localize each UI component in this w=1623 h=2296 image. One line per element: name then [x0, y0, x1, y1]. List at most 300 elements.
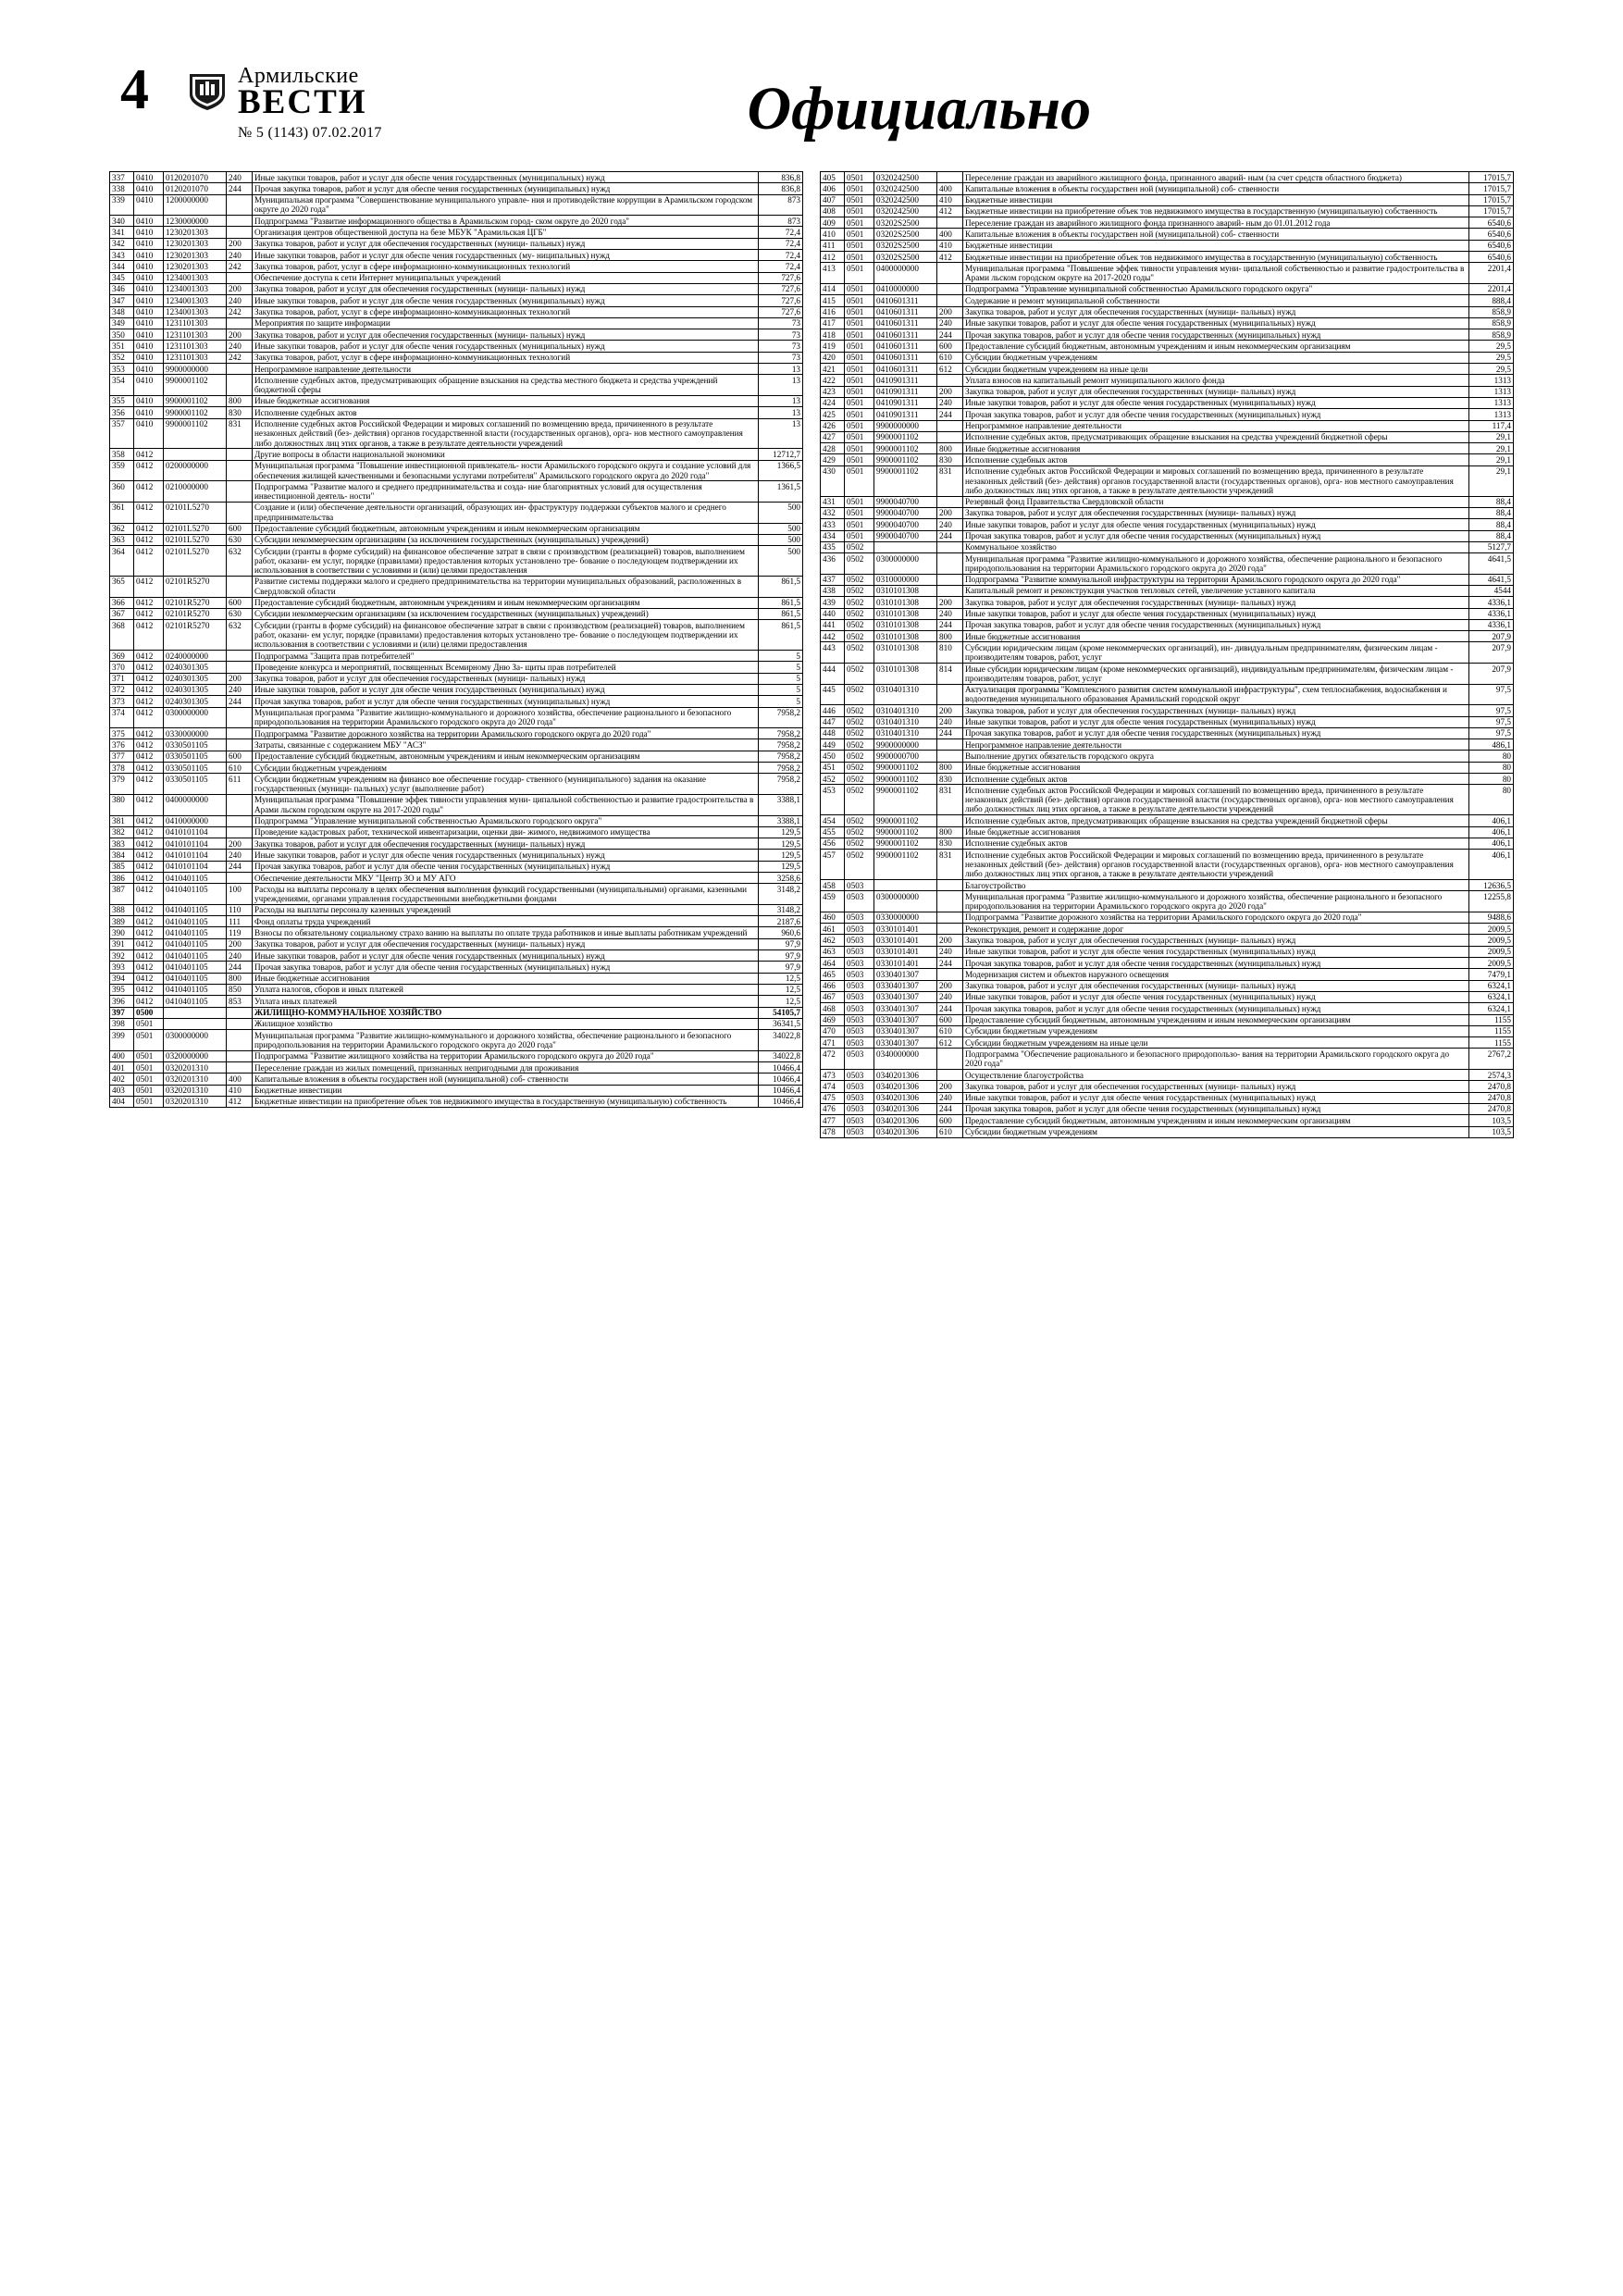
expense-type [937, 172, 963, 183]
amount: 12255,8 [1469, 891, 1514, 912]
row-number: 343 [110, 250, 134, 261]
row-number: 338 [110, 183, 134, 194]
row-number: 463 [821, 946, 845, 957]
row-number: 413 [821, 263, 845, 284]
target-code: 02101R5270 [164, 597, 227, 608]
target-code: 0410601311 [874, 317, 937, 329]
item-name: Уплата иных платежей [253, 996, 759, 1007]
expense-type: 412 [937, 252, 963, 263]
section-code: 0503 [845, 935, 874, 946]
table-row [821, 664, 1514, 685]
target-code: 0410601311 [874, 352, 937, 363]
section-code: 0501 [845, 465, 874, 496]
amount: 6324,1 [1469, 991, 1514, 1002]
section-code: 0501 [845, 352, 874, 363]
table-row [110, 763, 803, 774]
expense-type: 400 [937, 229, 963, 240]
row-number: 367 [110, 608, 134, 619]
section-code: 0501 [845, 530, 874, 541]
table-row [821, 1003, 1514, 1014]
item-name: Иные закупки товаров, работ и услуг для обеспе чения государственных (муниципальных) нужд [963, 991, 1469, 1002]
item-name: Субсидии юридическим лицам (кроме некоммерческих организаций), ин- дивидуальным предпринимателям, физическим лицам - производителям товаров, работ, услуг [963, 642, 1469, 664]
expense-type: 611 [227, 774, 253, 795]
amount: 1313 [1469, 386, 1514, 397]
target-code: 9900040700 [874, 507, 937, 518]
table-row [821, 597, 1514, 608]
expense-type: 612 [937, 364, 963, 375]
item-name: Предоставление субсидий бюджетным, автономным учреждениям и иным некоммерческим организациям [253, 523, 759, 534]
expense-type [937, 217, 963, 229]
section-code: 0502 [845, 826, 874, 838]
item-name: Закупка товаров, работ, услуг в сфере информационно-коммуникационных технологий [253, 352, 759, 363]
expense-type: 200 [227, 673, 253, 684]
table-row [821, 386, 1514, 397]
expense-type: 800 [227, 395, 253, 406]
item-name: Иные бюджетные ассигнования [253, 973, 759, 984]
item-name: Прочая закупка товаров, работ и услуг для обеспе чения государственных (муниципальных) нужд [963, 1003, 1469, 1014]
item-name: Закупка товаров, работ и услуг для обеспечения государственных (муници- пальных) нужд [963, 386, 1469, 397]
row-number: 464 [821, 958, 845, 969]
item-name: Реконструкция, ремонт и содержание дорог [963, 924, 1469, 935]
row-number: 405 [821, 172, 845, 183]
expense-type: 831 [937, 785, 963, 815]
section-code: 0501 [134, 1085, 164, 1096]
section-code: 0412 [134, 651, 164, 662]
table-row [821, 946, 1514, 957]
amount: 88,4 [1469, 530, 1514, 541]
expense-type: 800 [227, 973, 253, 984]
expense-type: 240 [227, 950, 253, 962]
item-name: Закупка товаров, работ и услуг для обеспечения государственных (муници- пальных) нужд [253, 838, 759, 850]
item-name: Закупка товаров, работ и услуг для обеспечения государственных (муници- пальных) нужд [253, 329, 759, 341]
amount: 6540,6 [1469, 229, 1514, 240]
table-row [110, 194, 803, 216]
table-row [821, 553, 1514, 575]
section-code: 0410 [134, 183, 164, 194]
row-number: 419 [821, 341, 845, 352]
row-number: 382 [110, 826, 134, 838]
amount: 72,4 [759, 227, 803, 238]
target-code: 9900001102 [164, 395, 227, 406]
target-code: 0410601311 [874, 364, 937, 375]
section-code: 0412 [134, 904, 164, 915]
expense-type [227, 502, 253, 523]
target-code: 0410401105 [164, 884, 227, 905]
table-row [110, 651, 803, 662]
expense-type [227, 707, 253, 728]
expense-type: 410 [937, 240, 963, 251]
section-code: 0503 [845, 1081, 874, 1092]
item-name: Закупка товаров, работ и услуг для обеспечения государственных (муници- пальных) нужд [253, 938, 759, 949]
row-number: 378 [110, 763, 134, 774]
target-code: 0300000000 [164, 707, 227, 728]
section-code: 0501 [134, 1062, 164, 1074]
table-row [821, 420, 1514, 431]
item-name: Фонд оплаты труда учреждений [253, 916, 759, 927]
row-number: 442 [821, 631, 845, 642]
row-number: 400 [110, 1050, 134, 1061]
row-number: 399 [110, 1030, 134, 1051]
amount: 54105,7 [759, 1007, 803, 1018]
amount: 17015,7 [1469, 205, 1514, 217]
row-number: 383 [110, 838, 134, 850]
row-number: 374 [110, 707, 134, 728]
row-number: 352 [110, 352, 134, 363]
row-number: 460 [821, 912, 845, 923]
table-row [821, 496, 1514, 507]
table-row [110, 172, 803, 183]
section-code: 0502 [845, 838, 874, 849]
item-name: Проведение кадастровых работ, технической инвентаризации, оценки дви- жимого, недвижимого имущества [253, 826, 759, 838]
table-row [110, 250, 803, 261]
table-row [110, 395, 803, 406]
expense-type [227, 1050, 253, 1061]
section-code: 0412 [134, 739, 164, 751]
section-code: 0502 [845, 585, 874, 596]
row-number: 474 [821, 1081, 845, 1092]
table-row [821, 375, 1514, 386]
table-row [110, 962, 803, 973]
row-number: 454 [821, 815, 845, 826]
item-name: Иные закупки товаров, работ и услуг для обеспе чения государственных (му- ниципальных) нужд [253, 250, 759, 261]
row-number: 386 [110, 873, 134, 884]
section-code: 0502 [845, 553, 874, 575]
table-row [110, 375, 803, 396]
amount: 861,5 [759, 620, 803, 651]
table-row [821, 727, 1514, 738]
expense-type: 240 [227, 250, 253, 261]
amount: 2009,5 [1469, 958, 1514, 969]
expense-type [227, 576, 253, 597]
row-number: 468 [821, 1003, 845, 1014]
section-code: 0410 [134, 375, 164, 396]
item-name: Актуализация программы "Комплексного развития систем коммунальной инфраструктуры", схем теплоснабжения, водоснабжения и водоотведения муниципального образования Арамильский городской округ [963, 684, 1469, 705]
expense-type [227, 1018, 253, 1029]
row-number: 373 [110, 696, 134, 707]
target-code: 9900040700 [874, 496, 937, 507]
section-code: 0501 [845, 507, 874, 518]
item-name: Иные бюджетные ассигнования [963, 762, 1469, 773]
table-row [821, 541, 1514, 552]
row-number: 380 [110, 794, 134, 815]
amount: 13 [759, 375, 803, 396]
table-row [110, 984, 803, 995]
section-code: 0412 [134, 884, 164, 905]
item-name: Бюджетные инвестиции [253, 1085, 759, 1096]
section-code: 0502 [845, 664, 874, 685]
table-row [821, 252, 1514, 263]
amount: 861,5 [759, 597, 803, 608]
amount: 29,1 [1469, 465, 1514, 496]
section-code: 0501 [845, 252, 874, 263]
expense-type: 200 [937, 1081, 963, 1092]
row-number: 357 [110, 418, 134, 449]
row-number: 420 [821, 352, 845, 363]
expense-type: 240 [227, 172, 253, 183]
target-code: 02101L5270 [164, 523, 227, 534]
table-row [110, 927, 803, 938]
target-code: 0320201310 [164, 1096, 227, 1107]
table-row [110, 546, 803, 577]
section-code: 0412 [134, 984, 164, 995]
item-name: Подпрограмма "Обеспечение рационального и безопасного природопользо- вания на территории Арамильского городского округа до 2020 года" [963, 1049, 1469, 1070]
amount: 2767,2 [1469, 1049, 1514, 1070]
row-number: 385 [110, 861, 134, 872]
target-code: 0330401307 [874, 991, 937, 1002]
section-code: 0412 [134, 973, 164, 984]
expense-type [227, 873, 253, 884]
expense-type: 200 [937, 935, 963, 946]
row-number: 465 [821, 969, 845, 980]
target-code: 9900001102 [874, 454, 937, 465]
section-code: 0501 [845, 431, 874, 442]
amount: 29,5 [1469, 364, 1514, 375]
item-name: Непрограммное направление деятельности [963, 420, 1469, 431]
expense-type: 200 [937, 306, 963, 317]
section-code: 0503 [845, 991, 874, 1002]
row-number: 430 [821, 465, 845, 496]
section-code: 0501 [845, 409, 874, 420]
row-number: 469 [821, 1014, 845, 1025]
amount: 3148,2 [759, 884, 803, 905]
section-code: 0502 [845, 705, 874, 716]
amount: 1313 [1469, 397, 1514, 408]
amount: 4336,1 [1469, 597, 1514, 608]
amount: 29,5 [1469, 341, 1514, 352]
section-code: 0503 [845, 969, 874, 980]
target-code: 0340201306 [874, 1081, 937, 1092]
section-code: 0503 [845, 1003, 874, 1014]
amount: 97,5 [1469, 705, 1514, 716]
section-code: 0501 [845, 443, 874, 454]
section-code: 0503 [845, 880, 874, 891]
target-code: 9900000000 [874, 420, 937, 431]
amount: 3148,2 [759, 904, 803, 915]
target-code: 0410101104 [164, 861, 227, 872]
row-number: 377 [110, 751, 134, 762]
item-name: Прочая закупка товаров, работ и услуг для обеспе чения государственных (муниципальных) нужд [963, 727, 1469, 738]
expense-type: 240 [937, 317, 963, 329]
section-code: 0503 [845, 1103, 874, 1114]
row-number: 471 [821, 1037, 845, 1049]
amount: 1366,5 [759, 460, 803, 481]
target-code: 1234001303 [164, 283, 227, 294]
expense-type: 244 [937, 727, 963, 738]
target-code: 0310101308 [874, 631, 937, 642]
item-name: Подпрограмма "Развитие жилищного хозяйства на территории Арамильского городского округа до 2020 года" [253, 1050, 759, 1061]
item-name: Закупка товаров, работ и услуг для обеспечения государственных (муници- пальных) нужд [963, 980, 1469, 991]
section-code: 0501 [845, 306, 874, 317]
row-number: 437 [821, 574, 845, 585]
section-code: 0502 [845, 642, 874, 664]
item-name: Закупка товаров, работ, услуг в сфере информационно-коммуникационных технологий [253, 306, 759, 317]
item-name: Предоставление субсидий бюджетным, автономным учреждениям и иным некоммерческим организациям [963, 1014, 1469, 1025]
section-code: 0503 [845, 1092, 874, 1103]
table-row [110, 227, 803, 238]
target-code: 1200000000 [164, 194, 227, 216]
section-code: 0501 [845, 229, 874, 240]
section-code: 0501 [845, 240, 874, 251]
amount: 97,9 [759, 950, 803, 962]
row-number: 348 [110, 306, 134, 317]
table-row [821, 507, 1514, 518]
amount: 4336,1 [1469, 608, 1514, 619]
table-row [110, 662, 803, 673]
amount: 129,5 [759, 826, 803, 838]
item-name: Иные закупки товаров, работ и услуг для обеспе чения государственных (муниципальных) нужд [963, 608, 1469, 619]
item-name: Прочая закупка товаров, работ и услуг для обеспе чения государственных (муниципальных) нужд [253, 861, 759, 872]
item-name: Закупка товаров, работ и услуг для обеспечения государственных (муници- пальных) нужд [963, 935, 1469, 946]
row-number: 426 [821, 420, 845, 431]
expense-type [937, 295, 963, 306]
item-name: Бюджетные инвестиции на приобретение объек тов недвижимого имущества в государственную (муниципальную) собственность [963, 252, 1469, 263]
row-number: 361 [110, 502, 134, 523]
table-row [821, 912, 1514, 923]
section-code: 0412 [134, 938, 164, 949]
expense-type [227, 826, 253, 838]
amount: 117,4 [1469, 420, 1514, 431]
expense-type: 244 [937, 329, 963, 341]
item-name: Непрограммное направление деятельности [963, 739, 1469, 751]
row-number: 381 [110, 815, 134, 826]
table-row [110, 751, 803, 762]
expense-type: 412 [937, 205, 963, 217]
section-code: 0502 [845, 850, 874, 880]
amount: 72,4 [759, 250, 803, 261]
section-code: 0412 [134, 707, 164, 728]
amount: 129,5 [759, 850, 803, 861]
target-code: 0320242500 [874, 194, 937, 205]
section-code: 0410 [134, 283, 164, 294]
section-code: 0501 [845, 519, 874, 530]
amount: 6540,6 [1469, 240, 1514, 251]
item-name: Капитальный ремонт и реконструкция участков тепловых сетей, увеличение уставного капитала [963, 585, 1469, 596]
table-row [821, 642, 1514, 664]
section-code: 0412 [134, 546, 164, 577]
amount: 97,9 [759, 962, 803, 973]
section-code: 0502 [845, 774, 874, 785]
section-code: 0412 [134, 620, 164, 651]
section-code: 0412 [134, 728, 164, 739]
section-code: 0501 [845, 454, 874, 465]
amount: 103,5 [1469, 1115, 1514, 1126]
table-row [110, 283, 803, 294]
table-row [821, 352, 1514, 363]
expense-type: 853 [227, 996, 253, 1007]
target-code: 0120201070 [164, 183, 227, 194]
target-code: 0310101308 [874, 664, 937, 685]
row-number: 345 [110, 272, 134, 283]
expense-type: 200 [937, 980, 963, 991]
target-code: 0410601311 [874, 329, 937, 341]
item-name: Содержание и ремонт муниципальной собственности [963, 295, 1469, 306]
row-number: 390 [110, 927, 134, 938]
item-name: Развитие системы поддержки малого и среднего предпринимательства на территории муниципальных образований, расположенных в Свердловской области [253, 576, 759, 597]
section-code: 0412 [134, 861, 164, 872]
target-code: 0310101308 [874, 585, 937, 596]
item-name: Капитальные вложения в объекты государствен ной (муниципальной) соб- ственности [963, 229, 1469, 240]
item-name: Субсидии некоммерческим организациям (за исключением государственных (муниципальных) учреждений) [253, 608, 759, 619]
expense-type: 200 [227, 329, 253, 341]
section-code: 0410 [134, 227, 164, 238]
expense-type [227, 227, 253, 238]
row-number: 376 [110, 739, 134, 751]
target-code: 9900040700 [874, 530, 937, 541]
paper-name-line2: ВЕСТИ [238, 83, 367, 121]
section-code: 0501 [845, 194, 874, 205]
expense-type: 244 [227, 696, 253, 707]
section-code: 0410 [134, 306, 164, 317]
table-row [110, 916, 803, 927]
amount: 13 [759, 395, 803, 406]
item-name: Иные закупки товаров, работ и услуг для обеспе чения государственных (муниципальных) нужд [963, 519, 1469, 530]
target-code: 0330101401 [874, 946, 937, 957]
amount: 7958,2 [759, 728, 803, 739]
expense-type: 240 [937, 519, 963, 530]
section-code: 0503 [845, 891, 874, 912]
section-code: 0503 [845, 1037, 874, 1049]
item-name: Исполнение судебных актов Российской Федерации и мировых соглашений по возмещению вреда, причиненного в результате незаконных действий (без- действия) органов государственной власти (государственных органов), орга- нов местного самоуправления либо должностных лиц этих органов, а также в результате деятельности учреждений [963, 465, 1469, 496]
section-code: 0412 [134, 794, 164, 815]
target-code: 0310101308 [874, 642, 937, 664]
table-row [821, 880, 1514, 891]
item-name: Прочая закупка товаров, работ и услуг для обеспе чения государственных (муниципальных) нужд [963, 530, 1469, 541]
table-row [821, 774, 1514, 785]
item-name: Иные закупки товаров, работ и услуг для обеспе чения государственных (муниципальных) нужд [253, 172, 759, 183]
section-code: 0410 [134, 364, 164, 375]
row-number: 456 [821, 838, 845, 849]
expense-type: 200 [227, 838, 253, 850]
amount: 7958,2 [759, 751, 803, 762]
amount: 2009,5 [1469, 946, 1514, 957]
target-code: 1231101303 [164, 352, 227, 363]
expense-type: 100 [227, 884, 253, 905]
item-name: Иные бюджетные ассигнования [963, 826, 1469, 838]
target-code: 0410101104 [164, 826, 227, 838]
table-row [110, 1062, 803, 1074]
target-code: 0330401307 [874, 980, 937, 991]
expense-type: 831 [937, 850, 963, 880]
target-code: 0320201310 [164, 1074, 227, 1085]
target-code: 0330501105 [164, 739, 227, 751]
item-name: Иные закупки товаров, работ и услуг для обеспе чения государственных (муниципальных) нужд [963, 946, 1469, 957]
row-number: 450 [821, 751, 845, 762]
section-code: 0501 [845, 420, 874, 431]
table-row [821, 958, 1514, 969]
item-name: Жилищное хозяйство [253, 1018, 759, 1029]
table-row [110, 329, 803, 341]
target-code: 0330501105 [164, 763, 227, 774]
target-code: 0330101401 [874, 958, 937, 969]
section-code: 0410 [134, 341, 164, 352]
section-code: 0412 [134, 873, 164, 884]
item-name: Прочая закупка товаров, работ и услуг для обеспе чения государственных (муниципальных) нужд [963, 619, 1469, 630]
item-name: Прочая закупка товаров, работ и услуг для обеспе чения государственных (муниципальных) нужд [253, 183, 759, 194]
item-name: Закупка товаров, работ и услуг для обеспечения государственных (муници- пальных) нужд [253, 283, 759, 294]
item-name: Субсидии бюджетным учреждениям [253, 763, 759, 774]
expense-type [937, 891, 963, 912]
expense-type: 200 [937, 507, 963, 518]
target-code: 9900001102 [874, 465, 937, 496]
section-code: 0412 [134, 826, 164, 838]
item-name: Бюджетные инвестиции на приобретение объек тов недвижимого имущества в государственную (муниципальную) собственность [253, 1096, 759, 1107]
table-row [821, 991, 1514, 1002]
target-code: 9900001102 [874, 815, 937, 826]
table-row [110, 306, 803, 317]
expense-type: 830 [227, 407, 253, 418]
item-name: Прочая закупка товаров, работ и услуг для обеспе чения государственных (муниципальных) нужд [963, 958, 1469, 969]
table-row [821, 530, 1514, 541]
